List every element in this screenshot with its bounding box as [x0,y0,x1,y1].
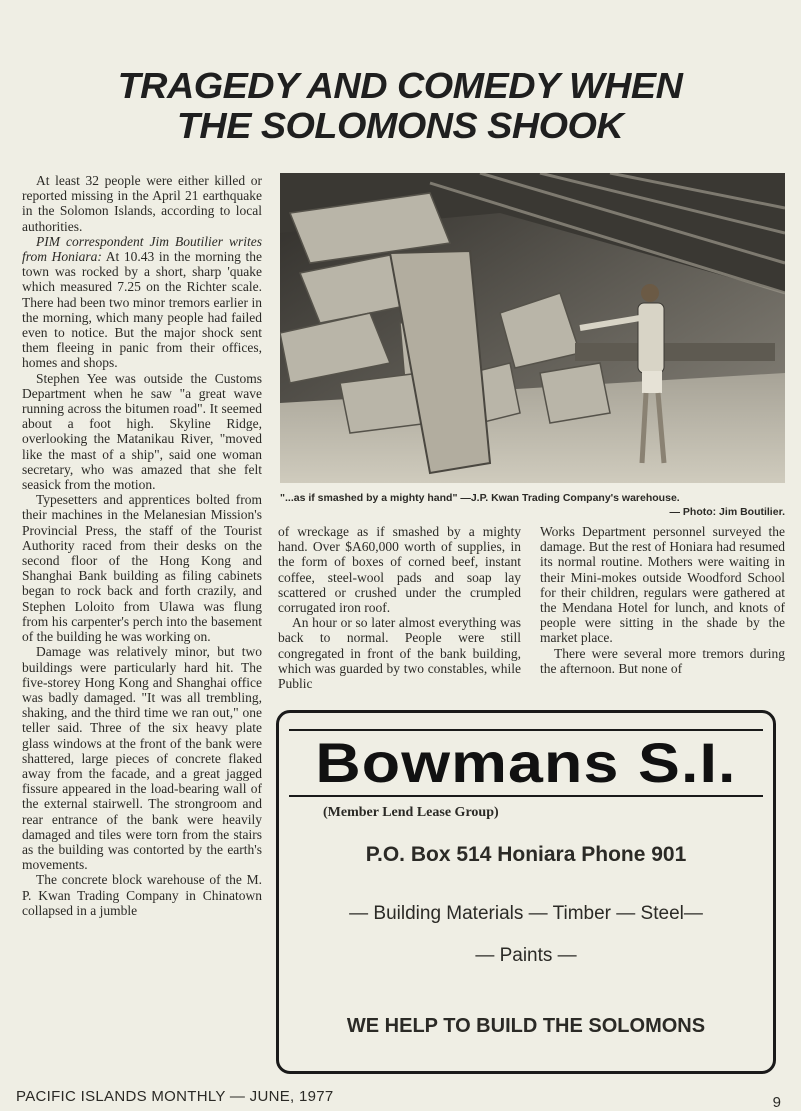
article-paragraph [540,524,785,646]
paragraph-text: The concrete block warehouse of the M. P. Kwan Trading Company in Chinatown collapsed in a jumble [22,872,262,918]
article-paragraph [278,615,521,691]
warehouse-photo-image [280,173,785,483]
warehouse-photo [280,173,785,483]
article-paragraph [22,234,262,371]
ad-mid-rule [289,795,763,797]
paragraph-text: At least 32 people were either killed or reported missing in the April 21 earthquake in the Solomon Islands, according to local authorities. [22,173,262,234]
headline [43,66,757,146]
headline-line-1: TRAGEDY AND COMEDY WHEN [117,65,683,106]
ad-group: (Member Lend Lease Group) [323,805,499,820]
photo-caption [280,491,785,519]
paragraph-text: Damage was relatively minor, but two buildings were particularly hard hit. The five-storey Hong Kong and Shanghai office was badly damaged. "It was all trembling, shaking, and the third time we ran out," one teller said. Three of the six heavy plate glass windows at the front of the bank were shattered, large pieces of concrete flaked away from the facade, and a great jagged fissure appeared in the load-bearing wall of the external stairwell. The strongroom and rear entrance of the bank were heavily damaged and tiles were torn from the stairs as the building was contorted by the earth's movements. [22,644,262,873]
headline-line-2: THE SOLOMONS SHOOK [176,105,624,146]
caption-credit: — Photo: Jim Boutilier. [669,506,785,518]
paragraph-text: An hour or so later almost everything was back to normal. People were still congregated in front of the bank building, which was guarded by two constables, while Public [278,615,521,692]
article-column-1 [22,173,262,918]
article-paragraph [22,644,262,872]
article-paragraph [22,872,262,918]
paragraph-text: At 10.43 in the morning the town was rocked by a short, sharp 'quake which measured 7.25 on the Richter scale. There had been two minor tremors earlier in the morning, which many people had failed even to notice. But the major shock sent them fleeing in panic from their offices, homes and shops. [22,249,262,371]
paragraph-text: of wreckage as if smashed by a mighty hand. Over $A60,000 worth of supplies, in the form of boxes of corned beef, instant coffee, steel-wool pads and soap lay scattered or crushed under the crumpled corrugated iron roof. [278,524,521,616]
byline-lead: PIM correspondent Jim Boutilier writes from Honiara: [22,233,262,265]
caption-quote: "...as if smashed by a mighty hand" —J.P. Kwan Trading Company's warehouse. [280,492,680,504]
ad-slogan: WE HELP TO BUILD THE SOLOMONS [346,1015,706,1037]
ad-materials: — Building Materials — Timber — Steel— [349,903,703,924]
article-paragraph [22,492,262,644]
article-column-3 [540,524,785,676]
article-paragraph [22,371,262,493]
paragraph-text: There were several more tremors during the afternoon. But none of [540,645,785,676]
article-paragraph [278,524,521,615]
article-paragraph [22,173,262,234]
ad-brand: Bowmans S.I. [315,731,737,794]
page-number: 9 [772,1094,781,1111]
bowmans-advertisement [276,710,776,1074]
masthead-footer: PACIFIC ISLANDS MONTHLY — JUNE, 1977 [16,1088,334,1105]
paragraph-text: Works Department personnel surveyed the damage. But the rest of Honiara had resumed its normal routine. Mothers were waiting in their Mini-mokes outside Woodford School for their children, regulars were gathered at the Mendana Hotel for lunch, and knots of people were sitting in the shade by the market place. [540,524,785,646]
ad-address: P.O. Box 514 Honiara Phone 901 [365,843,687,866]
ad-paints: — Paints — [475,945,577,966]
paragraph-text: Stephen Yee was outside the Customs Department when he saw "a great wave running across the bitumen road". It seemed about a foot high. Skyline Ridge, overlooking the Matanikau River, "moved like the mast of a ship", said one woman secretary, who was amazed that she felt seasick from the motion. [22,370,262,493]
paragraph-text: Typesetters and apprentices bolted from their machines in the Melanesian Mission's Provincial Press, the staff of the Tourist Authority raced from their desks on the second floor of the Hong Kong and Shanghai Bank building as filing cabinets began to rock back and forth crazily, and Stephen Loloito from Ulawa was flung from his carpenter's perch into the basement of the building he was working on. [22,492,262,645]
article-column-2 [278,524,521,691]
article-paragraph [540,646,785,676]
